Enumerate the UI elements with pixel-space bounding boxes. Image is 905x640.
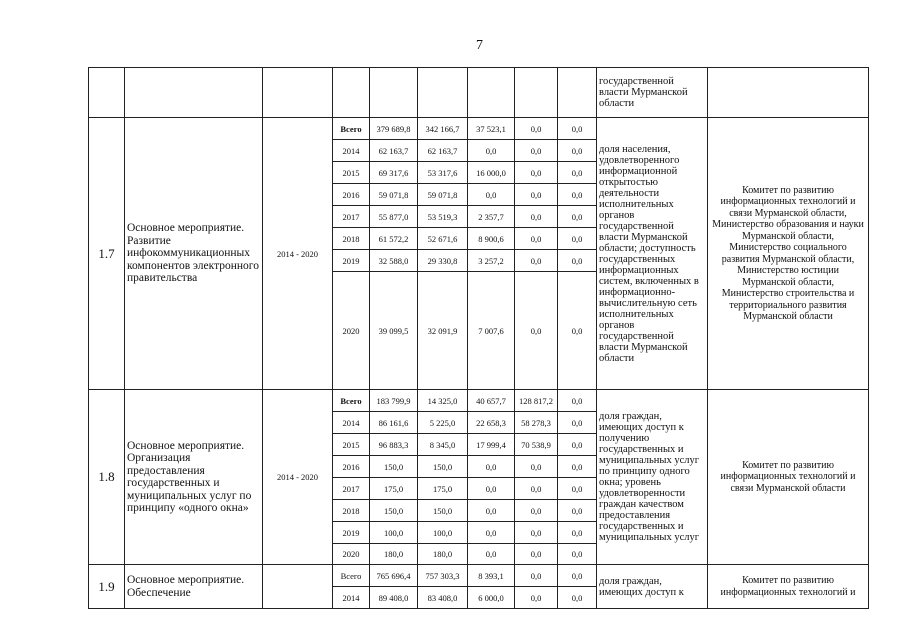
year-cell: 2017 — [333, 206, 370, 228]
value-cell: 0,0 — [558, 250, 597, 272]
period-cell: 2014 - 2020 — [263, 390, 333, 565]
table-row — [89, 118, 869, 140]
value-cell: 6 000,0 — [468, 587, 515, 609]
value-cell: 765 696,4 — [370, 565, 418, 587]
value-cell: 61 572,2 — [370, 228, 418, 250]
program-table — [88, 67, 869, 609]
value-cell: 0,0 — [558, 228, 597, 250]
value-cell: 0,0 — [468, 478, 515, 500]
value-cell: 17 999,4 — [468, 434, 515, 456]
value-cell: 22 658,3 — [468, 412, 515, 434]
value-cell: 89 408,0 — [370, 587, 418, 609]
period-cell: 2014 - 2020 — [263, 118, 333, 390]
value-cell: 150,0 — [418, 500, 468, 522]
value-cell: 0,0 — [468, 456, 515, 478]
value-cell: 29 330,8 — [418, 250, 468, 272]
value-cell: 5 225,0 — [418, 412, 468, 434]
value-cell: 150,0 — [418, 456, 468, 478]
indicator-cell: доля граждан, имеющих доступ к — [597, 565, 708, 609]
value-cell: 0,0 — [558, 434, 597, 456]
value-cell: 40 657,7 — [468, 390, 515, 412]
value-cell: 0,0 — [515, 587, 558, 609]
value-cell: 59 071,8 — [370, 184, 418, 206]
row-number: 1.9 — [89, 565, 125, 609]
value-cell: 59 071,8 — [418, 184, 468, 206]
value-cell: 180,0 — [418, 544, 468, 565]
value-cell: 0,0 — [558, 390, 597, 412]
value-cell: 0,0 — [515, 118, 558, 140]
year-cell: 2014 — [333, 140, 370, 162]
value-cell: 0,0 — [558, 272, 597, 390]
table-cell — [558, 68, 597, 118]
value-cell: 150,0 — [370, 456, 418, 478]
value-cell: 0,0 — [558, 118, 597, 140]
value-cell: 58 278,3 — [515, 412, 558, 434]
value-cell: 0,0 — [468, 140, 515, 162]
value-cell: 62 163,7 — [370, 140, 418, 162]
value-cell: 55 877,0 — [370, 206, 418, 228]
value-cell: 0,0 — [515, 500, 558, 522]
year-cell: 2020 — [333, 544, 370, 565]
value-cell: 150,0 — [370, 500, 418, 522]
year-cell: 2016 — [333, 184, 370, 206]
table-cell — [515, 68, 558, 118]
value-cell: 0,0 — [468, 500, 515, 522]
value-cell: 0,0 — [558, 456, 597, 478]
table-cell — [418, 68, 468, 118]
value-cell: 183 799,9 — [370, 390, 418, 412]
row-number: 1.8 — [89, 390, 125, 565]
period-cell — [263, 565, 333, 609]
measure-name: Основное мероприятие. Развитие инфокоммуникационных компонентов электронного правительства — [125, 118, 263, 390]
value-cell: 0,0 — [515, 456, 558, 478]
table-cell — [333, 68, 370, 118]
table-body — [89, 68, 869, 609]
value-cell: 53 317,6 — [418, 162, 468, 184]
table-cell — [708, 68, 869, 118]
year-cell: 2018 — [333, 500, 370, 522]
table-row — [89, 565, 869, 587]
indicator-cell: доля граждан, имеющих доступ к получению государственных и муниципальных услуг по принципу одного окна; уровень удовлетворенности граждан качеством предоставления государственных и муниципальных услуг — [597, 390, 708, 565]
value-cell: 0,0 — [515, 184, 558, 206]
value-cell: 0,0 — [558, 522, 597, 544]
value-cell: 70 538,9 — [515, 434, 558, 456]
value-cell: 180,0 — [370, 544, 418, 565]
value-cell: 0,0 — [558, 412, 597, 434]
value-cell: 0,0 — [558, 478, 597, 500]
value-cell: 0,0 — [558, 565, 597, 587]
row-number: 1.7 — [89, 118, 125, 390]
value-cell: 0,0 — [515, 250, 558, 272]
executor-cell: Комитет по развитию информационных технологий и связи Мурманской области, Министерство образования и науки Мурманской области, Министерство социального развития Мурманской области, Министерство юстиции Мурманской области, Министерство строительства и территориального развития Мурманской области — [708, 118, 869, 390]
year-cell: 2014 — [333, 412, 370, 434]
value-cell: 0,0 — [515, 162, 558, 184]
value-cell: 96 883,3 — [370, 434, 418, 456]
measure-name: Основное мероприятие. Обеспечение — [125, 565, 263, 609]
value-cell: 14 325,0 — [418, 390, 468, 412]
value-cell: 0,0 — [558, 500, 597, 522]
year-cell: Всего — [333, 565, 370, 587]
year-cell: 2015 — [333, 162, 370, 184]
year-cell: 2016 — [333, 456, 370, 478]
value-cell: 0,0 — [558, 587, 597, 609]
value-cell: 0,0 — [515, 522, 558, 544]
value-cell: 0,0 — [515, 206, 558, 228]
year-cell: 2017 — [333, 478, 370, 500]
indicator-cell: государственной власти Мурманской области — [597, 68, 708, 118]
value-cell: 7 007,6 — [468, 272, 515, 390]
value-cell: 0,0 — [558, 184, 597, 206]
value-cell: 16 000,0 — [468, 162, 515, 184]
value-cell: 0,0 — [558, 544, 597, 565]
value-cell: 32 588,0 — [370, 250, 418, 272]
table-row — [89, 390, 869, 412]
value-cell: 757 303,3 — [418, 565, 468, 587]
value-cell: 8 393,1 — [468, 565, 515, 587]
value-cell: 0,0 — [515, 140, 558, 162]
year-cell: Всего — [333, 118, 370, 140]
value-cell: 0,0 — [515, 478, 558, 500]
year-cell: 2019 — [333, 250, 370, 272]
indicator-cell: доля населения, удовлетворенного информационной открытостью деятельности исполнительных органов государственной власти Мурманской области; доступность государственных информационных систем, включенных в информационно-вычислительную сеть исполнительных органов государственной власти Мурманской области — [597, 118, 708, 390]
value-cell: 0,0 — [515, 544, 558, 565]
page-number: 7 — [476, 38, 483, 53]
year-cell: 2015 — [333, 434, 370, 456]
value-cell: 342 166,7 — [418, 118, 468, 140]
value-cell: 379 689,8 — [370, 118, 418, 140]
value-cell: 8 900,6 — [468, 228, 515, 250]
value-cell: 86 161,6 — [370, 412, 418, 434]
measure-name: Основное мероприятие. Организация предоставления государственных и муниципальных услуг по принципу «одного окна» — [125, 390, 263, 565]
value-cell: 83 408,0 — [418, 587, 468, 609]
value-cell: 32 091,9 — [418, 272, 468, 390]
value-cell: 39 099,5 — [370, 272, 418, 390]
table-cell — [263, 68, 333, 118]
table-cell — [468, 68, 515, 118]
value-cell: 0,0 — [515, 228, 558, 250]
table-cell — [125, 68, 263, 118]
value-cell: 62 163,7 — [418, 140, 468, 162]
value-cell: 0,0 — [558, 162, 597, 184]
value-cell: 8 345,0 — [418, 434, 468, 456]
value-cell: 0,0 — [468, 522, 515, 544]
year-cell: Всего — [333, 390, 370, 412]
table-cell — [89, 68, 125, 118]
value-cell: 52 671,6 — [418, 228, 468, 250]
value-cell: 2 357,7 — [468, 206, 515, 228]
table-cell — [370, 68, 418, 118]
table-row — [89, 68, 869, 118]
year-cell: 2018 — [333, 228, 370, 250]
value-cell: 0,0 — [558, 140, 597, 162]
value-cell: 0,0 — [468, 544, 515, 565]
year-cell: 2014 — [333, 587, 370, 609]
value-cell: 0,0 — [515, 565, 558, 587]
value-cell: 128 817,2 — [515, 390, 558, 412]
value-cell: 3 257,2 — [468, 250, 515, 272]
value-cell: 0,0 — [468, 184, 515, 206]
year-cell: 2020 — [333, 272, 370, 390]
value-cell: 37 523,1 — [468, 118, 515, 140]
value-cell: 100,0 — [418, 522, 468, 544]
year-cell: 2019 — [333, 522, 370, 544]
executor-cell: Комитет по развитию информационных технологий и — [708, 565, 869, 609]
value-cell: 175,0 — [370, 478, 418, 500]
executor-cell: Комитет по развитию информационных технологий и связи Мурманской области — [708, 390, 869, 565]
value-cell: 69 317,6 — [370, 162, 418, 184]
value-cell: 0,0 — [515, 272, 558, 390]
value-cell: 175,0 — [418, 478, 468, 500]
value-cell: 100,0 — [370, 522, 418, 544]
value-cell: 53 519,3 — [418, 206, 468, 228]
value-cell: 0,0 — [558, 206, 597, 228]
